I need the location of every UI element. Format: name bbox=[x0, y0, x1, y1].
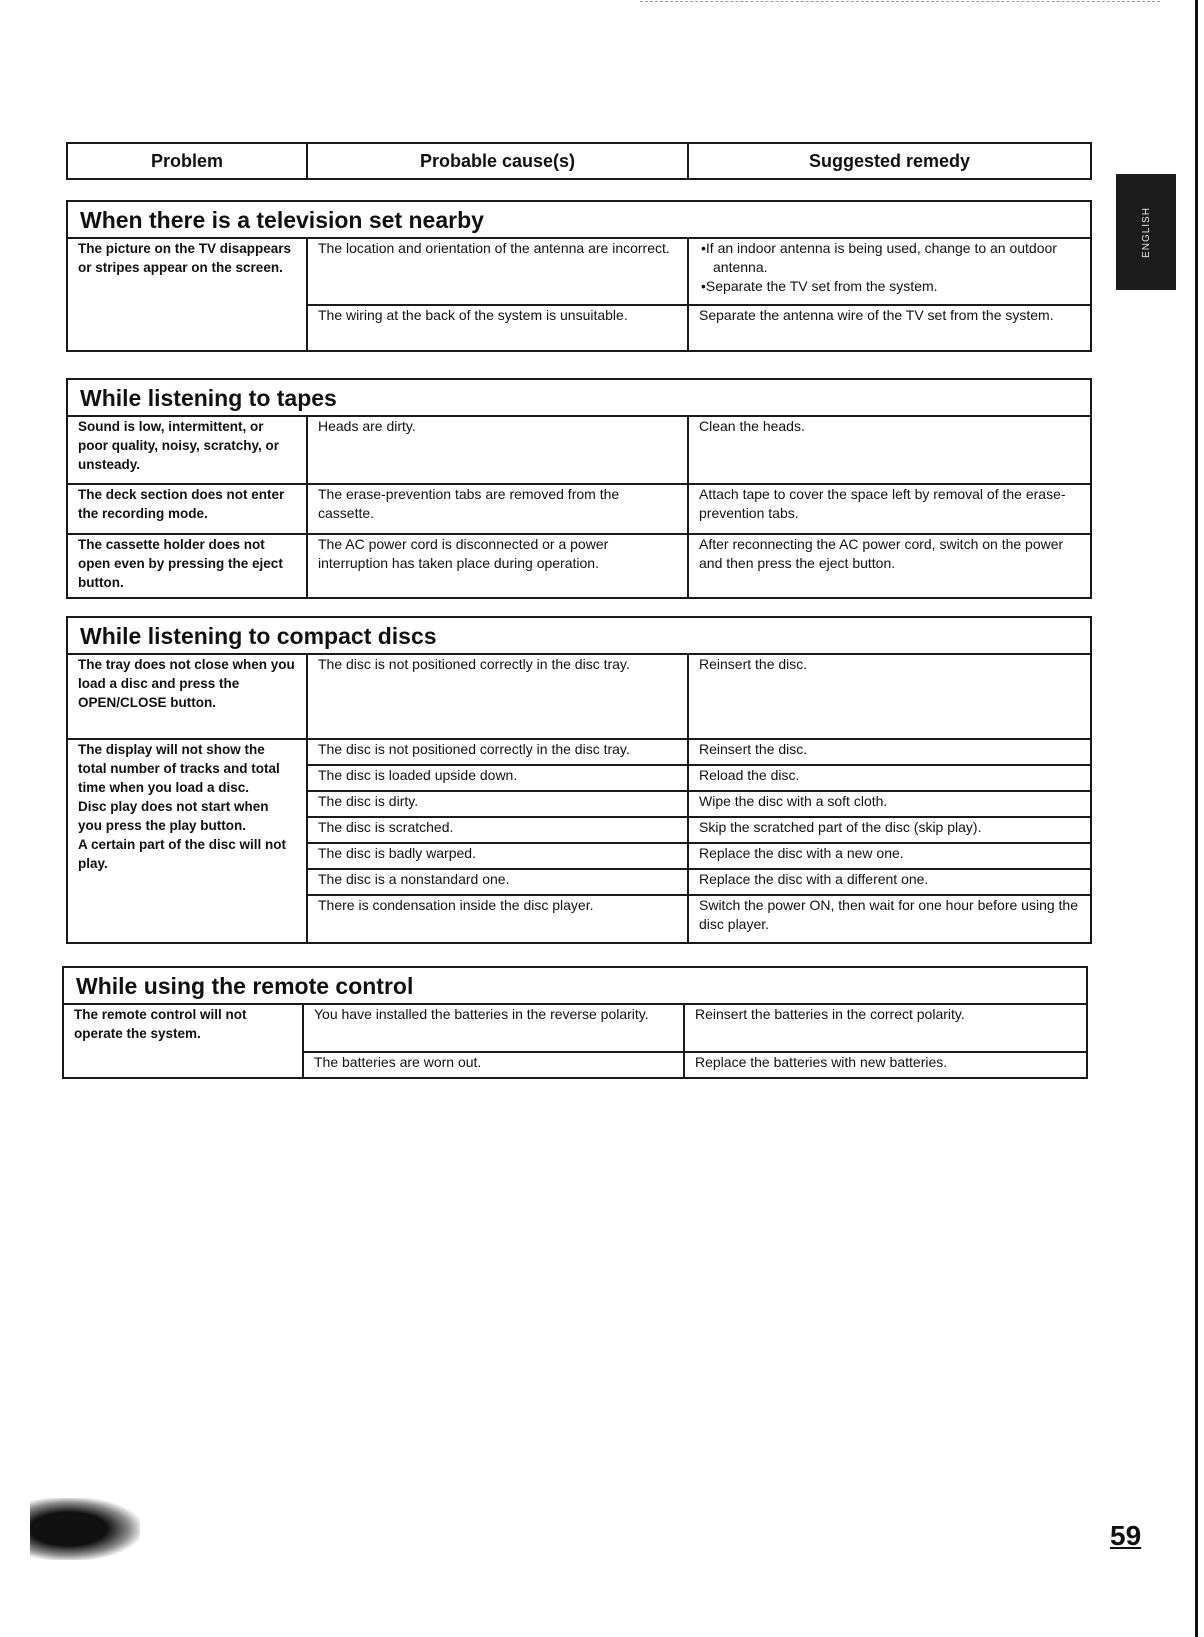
remedy-cell: Separate the antenna wire of the TV set from the system. bbox=[688, 305, 1091, 351]
section-heading-row bbox=[67, 201, 1091, 238]
table-row bbox=[63, 1004, 1087, 1052]
remedy-cell: Skip the scratched part of the disc (skip play). bbox=[688, 817, 1091, 843]
cause-cell: The disc is loaded upside down. bbox=[307, 765, 688, 791]
cause-cell: The AC power cord is disconnected or a power interruption has taken place during operation. bbox=[307, 534, 688, 598]
cause-cell: The disc is scratched. bbox=[307, 817, 688, 843]
problem-cell: The cassette holder does not open even by pressing the eject button. bbox=[67, 534, 307, 598]
section-heading-row bbox=[63, 967, 1087, 1004]
section-title: When there is a television set nearby bbox=[67, 201, 1091, 238]
table-row bbox=[67, 654, 1091, 739]
cause-cell: The batteries are worn out. bbox=[303, 1052, 684, 1078]
cause-cell: The disc is badly warped. bbox=[307, 843, 688, 869]
remedy-cell: After reconnecting the AC power cord, switch on the power and then press the eject button. bbox=[688, 534, 1091, 598]
table-row bbox=[67, 416, 1091, 484]
problem-cell bbox=[67, 739, 307, 943]
cause-cell: The disc is dirty. bbox=[307, 791, 688, 817]
column-header-table bbox=[66, 142, 1092, 180]
language-tab-label: ENGLISH bbox=[1140, 206, 1152, 258]
table-row bbox=[67, 534, 1091, 598]
section-title: While using the remote control bbox=[63, 967, 1087, 1004]
remedy-bullet-text: If an indoor antenna is being used, change to an outdoor antenna. bbox=[705, 240, 1057, 275]
remedy-bullet: •Separate the TV set from the system. bbox=[701, 278, 938, 294]
remedy-cell: Switch the power ON, then wait for one hour before using the disc player. bbox=[688, 895, 1091, 943]
section-title: While listening to compact discs bbox=[67, 617, 1091, 654]
remedy-cell: Reinsert the disc. bbox=[688, 739, 1091, 765]
remedy-cell: Wipe the disc with a soft cloth. bbox=[688, 791, 1091, 817]
problem-cell: The deck section does not enter the recording mode. bbox=[67, 484, 307, 534]
section-heading-row bbox=[67, 379, 1091, 416]
section-remote-control bbox=[62, 966, 1088, 1079]
remedy-cell: Replace the disc with a new one. bbox=[688, 843, 1091, 869]
section-tapes bbox=[66, 378, 1092, 599]
section-compact-discs bbox=[66, 616, 1092, 944]
section-heading-row bbox=[67, 617, 1091, 654]
remedy-cell: Reinsert the batteries in the correct polarity. bbox=[684, 1004, 1087, 1052]
problem-line: The display will not show the total number of tracks and total time when you load a disc. bbox=[78, 742, 280, 795]
problem-cell: The remote control will not operate the system. bbox=[63, 1004, 303, 1078]
cause-cell: The disc is not positioned correctly in the disc tray. bbox=[307, 739, 688, 765]
remedy-cell: Replace the batteries with new batteries. bbox=[684, 1052, 1087, 1078]
section-television bbox=[66, 200, 1092, 352]
language-tab bbox=[1116, 174, 1176, 290]
cause-cell: The disc is not positioned correctly in the disc tray. bbox=[307, 654, 688, 739]
remedy-cell: Clean the heads. bbox=[688, 416, 1091, 484]
table-row bbox=[67, 484, 1091, 534]
problem-cell: Sound is low, intermittent, or poor quality, noisy, scratchy, or unsteady. bbox=[67, 416, 307, 484]
table-row bbox=[67, 739, 1091, 765]
problem-line: Disc play does not start when you press the play button. bbox=[78, 799, 269, 833]
page-number: 59 bbox=[1110, 1520, 1142, 1551]
header-remedy: Suggested remedy bbox=[688, 143, 1091, 179]
cause-cell: Heads are dirty. bbox=[307, 416, 688, 484]
remedy-cell: Reinsert the disc. bbox=[688, 654, 1091, 739]
table-row bbox=[67, 238, 1091, 305]
header-row bbox=[67, 143, 1091, 179]
cause-cell: You have installed the batteries in the reverse polarity. bbox=[303, 1004, 684, 1052]
cause-cell: There is condensation inside the disc player. bbox=[307, 895, 688, 943]
cause-cell: The location and orientation of the antenna are incorrect. bbox=[307, 238, 688, 305]
cause-cell: The disc is a nonstandard one. bbox=[307, 869, 688, 895]
scan-corner-mark bbox=[30, 1498, 140, 1560]
cause-cell: The wiring at the back of the system is unsuitable. bbox=[307, 305, 688, 351]
cause-cell: The erase-prevention tabs are removed from the cassette. bbox=[307, 484, 688, 534]
problem-cell: The tray does not close when you load a disc and press the OPEN/CLOSE button. bbox=[67, 654, 307, 739]
problem-cell: The picture on the TV disappears or stripes appear on the screen. bbox=[67, 238, 307, 351]
top-edge-scan-mark bbox=[640, 1, 1160, 2]
remedy-cell: Attach tape to cover the space left by removal of the erase-prevention tabs. bbox=[688, 484, 1091, 534]
page-edge-rule bbox=[1195, 0, 1198, 1637]
problem-line: A certain part of the disc will not play. bbox=[78, 837, 287, 871]
header-cause: Probable cause(s) bbox=[307, 143, 688, 179]
header-problem: Problem bbox=[67, 143, 307, 179]
remedy-cell: Reload the disc. bbox=[688, 765, 1091, 791]
remedy-bullet: •If an indoor antenna is being used, change to an outdoor antenna. bbox=[701, 240, 1057, 275]
remedy-cell: Replace the disc with a different one. bbox=[688, 869, 1091, 895]
remedy-cell bbox=[688, 238, 1091, 305]
remedy-bullet-text: Separate the TV set from the system. bbox=[705, 278, 938, 294]
section-title: While listening to tapes bbox=[67, 379, 1091, 416]
